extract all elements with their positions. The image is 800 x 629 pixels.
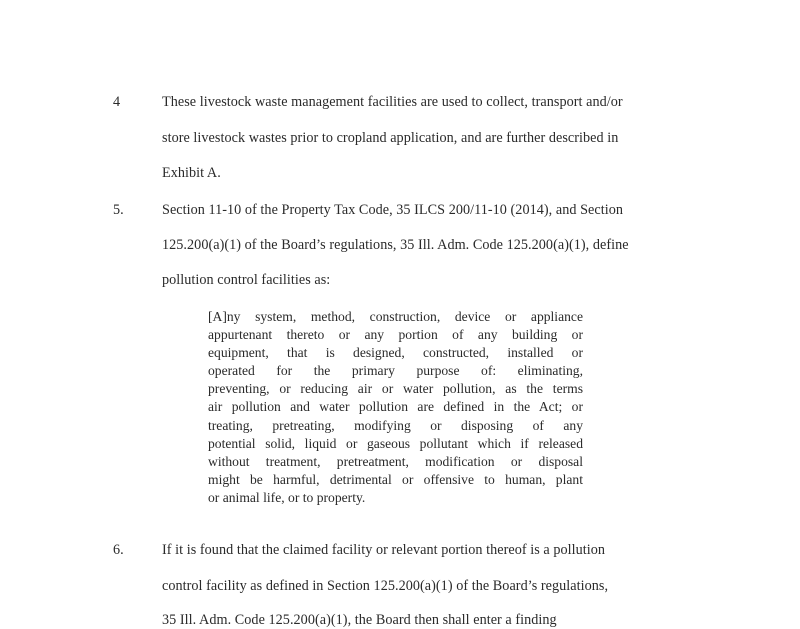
paragraph-line: control facility as defined in Section 125.200(a)(1) of the Board’s regulations, <box>162 578 609 594</box>
quote-line: potential solid, liquid or gaseous pollutant which if released <box>208 435 583 451</box>
paragraph-number: 4 <box>113 94 121 110</box>
quote-line: without treatment, pretreatment, modification or disposal <box>208 453 583 469</box>
paragraph-number: 5. <box>113 202 124 218</box>
quote-line: or animal life, or to property. <box>208 489 366 505</box>
paragraph-number: 6. <box>113 542 124 558</box>
paragraph-line: Exhibit A. <box>162 165 221 181</box>
block-quote <box>208 308 583 507</box>
quote-line: equipment, that is designed, constructed, installed or <box>208 345 583 361</box>
paragraph-line: If it is found that the claimed facility or relevant portion thereof is a pollution <box>162 542 606 558</box>
paragraph-line: pollution control facilities as: <box>162 272 331 288</box>
quote-line: might be harmful, detrimental or offensive to human, plant <box>208 471 583 487</box>
paragraph-line: Section 11-10 of the Property Tax Code, 35 ILCS 200/11-10 (2014), and Section <box>162 202 623 218</box>
paragraph-line: These livestock waste management facilities are used to collect, transport and/or <box>162 94 623 110</box>
quote-line: operated for the primary purpose of: eliminating, <box>208 363 583 379</box>
quote-line: treating, pretreating, modifying or disposing of any <box>208 417 583 433</box>
quote-line: air pollution and water pollution are defined in the Act; or <box>208 399 583 415</box>
quote-line: [A]ny system, method, construction, device or appliance <box>208 309 583 324</box>
paragraph-line: 125.200(a)(1) of the Board’s regulations, 35 Ill. Adm. Code 125.200(a)(1), define <box>162 237 629 253</box>
quote-line: preventing, or reducing air or water pollution, as the terms <box>208 381 583 397</box>
paragraph-line: 35 Ill. Adm. Code 125.200(a)(1), the Board then shall enter a finding <box>162 612 557 628</box>
paragraph-line: store livestock wastes prior to cropland application, and are further described in <box>162 130 619 146</box>
quote-line: appurtenant thereto or any portion of any building or <box>208 327 583 343</box>
